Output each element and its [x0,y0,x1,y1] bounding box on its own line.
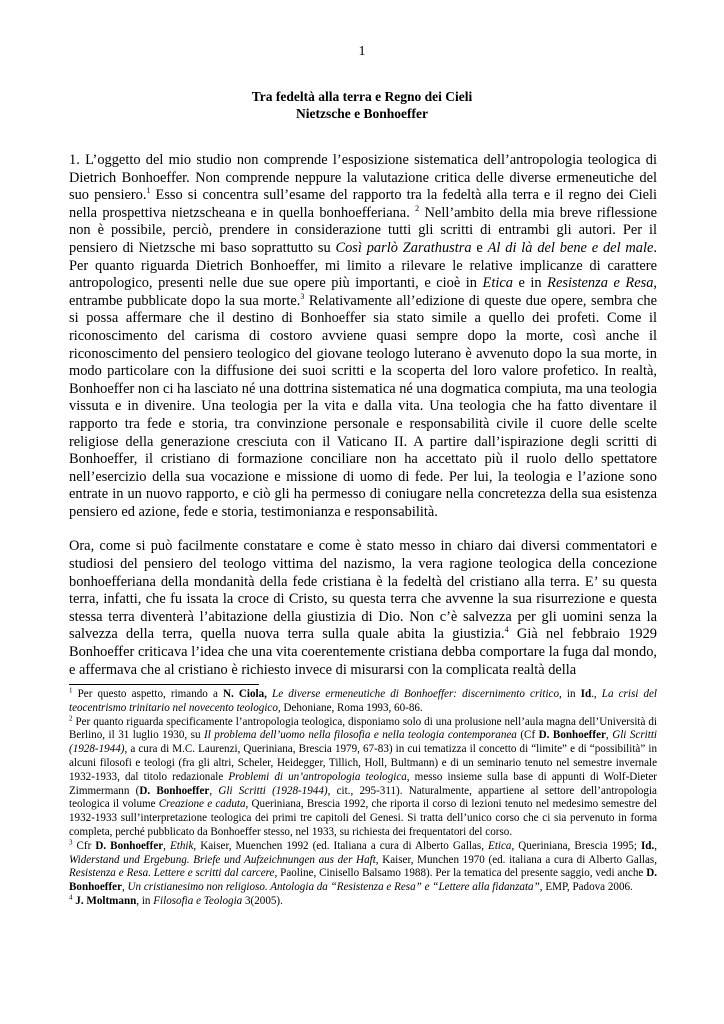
text-run: D. Bonhoeffer [538,729,606,742]
text-run: , [163,839,170,852]
footnote-3 [69,840,657,895]
text-run: 3(2005). [242,894,283,907]
footnote-4 [69,895,657,909]
text-run: , Queriniana, Brescia 1995; [511,839,641,852]
footnote-ref: 4 [504,625,509,635]
text-run: , in [136,894,154,907]
footnotes [69,688,657,909]
text-run: Resistenza e Resa [547,275,654,292]
footnote-ref: 3 [69,838,73,847]
text-run: La crisi del teocentrismo trinitario nel novecento teologico [69,688,658,714]
text-run: Filosofia e Teologia [153,894,243,907]
text-run: (Cf [516,729,539,742]
text-run: 1. L’oggetto del mio studio non comprende l’esposizione sistematica dell’antropologia teologica di Dietrich Bonhoeffer. Non comprende neppure la valutazione critica delle diverse ermeneutiche del suo pensiero. [69,152,657,204]
text-run: D. Bonhoeffer [95,839,164,852]
text-run: Nell’ambito della mia breve riflessione non è possibile, perciò, prendere in considerazione tutti gli scritti di entrambi gli autori. Per il pensiero di Nietzsche mi baso soprattutto su [69,204,657,256]
text-run: Etica [488,839,512,852]
text-run: messo insieme sulla base di appunti di Wolf-Dieter Zimmermann ( [69,770,657,797]
footnote-ref: 1 [146,186,151,196]
text-run: Widerstand und Ergebung. Briefe und Aufzeichnungen aus der Haft [69,853,376,866]
footnote-2 [69,713,657,840]
title-block [0,88,724,122]
footnote-ref: 1 [69,686,73,695]
text-run: Un cristianesimo non religioso. Antologia da “Resistenza e Resa” e “Lettere alla fidanzata” [127,881,540,894]
text-run: Gli Scritti (1928-1944) [69,729,657,756]
text-run: Il problema dell’uomo nella filosofia e nella teologia contemporanea [204,729,517,742]
text-run: cit., 295-311). Naturalmente, appartiene al settore dell’antropologia teologica il volume [69,784,657,811]
text-run: , Kaiser, Muenchen 1992 (ed. Italiana a cura di Alberto Gallas, [193,839,489,852]
text-run: Già nel febbraio 1929 Bonhoeffer criticava l’idea che una vita coerentemente cristiana debba comportare la fuga dal mondo, e affermava che al cristiano è richiesto invece di misurarsi con la complicata realtà della [69,626,657,678]
text-run: N. Ciola, [223,688,267,700]
text-run: Al di là del bene e del male [487,239,654,256]
footnote-separator [69,684,259,685]
text-run: D. Bonhoeffer [139,784,210,797]
text-run: D. Bonhoeffer [69,867,657,894]
text-run: Creazione e caduta [158,798,246,811]
text-run: , [209,784,219,797]
text-run: Le diverse ermeneutiche di Bonhoeffer: discernimento critico [272,688,560,700]
text-run: e in [512,275,548,292]
text-run: Problemi di un’antropologia teologica, [228,770,410,783]
text-run: Ora, come si può facilmente constatare e come è stato messo in chiaro dai diversi commentatori e studiosi del pensiero del teologo vittima del nazismo, la vera ragione teologica della concezione bonhoefferiana della mondanità della fede cristiana è la fedeltà del cristiano alla terra. E’ su questa terra, infatti, che fu issata la croce di Cristo, su questa terra che avvenne la sua risurrezione e questa stessa terra diventerà l’abitazione della giustizia di Dio. Non c’è salvezza per gli uomini senza la salvezza della terra, quella nuova terra sulla quale abita la giustizia. [69,538,657,643]
text-run: ., [591,688,602,700]
footnote-1 [69,688,657,716]
text-run: , [122,881,128,894]
text-run: , EMP, Padova 2006. [539,881,633,894]
text-run: Resistenza e Resa. Lettere e scritti dal carcere, [69,867,278,880]
text-run: Esso si concentra sull’esame del rapporto tra la fedeltà alla terra e il regno dei Cieli nella prospettiva nietzscheana e in quella bonhoefferiana. [69,187,657,221]
footnote-ref: 4 [69,893,73,902]
text-run: , entrambe pubblicate dopo la sua morte. [69,275,658,309]
page-number: 1 [358,44,366,59]
text-run: , Queriniana, Brescia 1992, che riporta il corso di lezioni tenuto nel medesimo semestre del 1932-1933 sull’interpretazione teologica dei primi tre capitoli del Genesi. Si tratta dell’unico corso che ci sia pervenuto in forma completa, perché pubblicato da Bonhoeffer stesso, nel 1933, su richiesta dei frequentatori del corso. [69,798,657,838]
paragraph-1 [69,152,657,521]
text-run: Id. [640,839,655,852]
text-run: Per questo aspetto, rimando a [72,688,223,700]
text-run: . Per quanto riguarda Dietrich Bonhoeffer, mi limito a rilevare le relative implicanze di carattere antropologico, presenti nelle due sue opere più importanti, e cioè in [69,239,657,292]
footnote-ref: 3 [300,291,305,301]
text-run: Così parlò Zarathustra [335,239,472,256]
document-title: Tra fedeltà alla terra e Regno dei Cieli [251,89,473,104]
text-run: , Kaiser, Munchen 1970 (ed. italiana a cura di Alberto Gallas, [375,853,657,866]
text-run: Paoline, Cinisello Balsamo 1988). Per la tematica del presente saggio, vedi anche [277,867,647,880]
footnote-ref: 2 [415,203,420,213]
text-run: , [654,839,657,852]
text-run: Per quanto riguarda specificamente l’antropologia teologica, disponiamo solo di una prolusione nell’aula magna dell’Università di Berlino, il 31 luglio 1930, su [69,715,657,742]
text-run: , [605,729,613,742]
text-run: e [471,239,488,256]
body-text [69,152,657,679]
text-run: Cfr [72,839,96,852]
footnote-ref: 2 [69,713,73,722]
text-run: , in [559,688,581,700]
text-run: Gli Scritti (1928-1944), [218,784,331,797]
text-run: J. Moltmann [75,894,137,907]
text-run: Etica [482,275,513,292]
paragraph-2 [69,538,657,679]
text-run: Ethik [169,839,194,852]
document-subtitle: Nietzsche e Bonhoeffer [296,106,428,121]
text-run: Relativamente all’edizione di queste due opere, sembra che si possa affermare che il destino di Bonhoeffer sia stato simile a quello dei profeti. Come il riconoscimento del carisma di costoro avviene quasi sempre dopo la morte, così anche il riconoscimento del pensiero teologico del giovane teologo luterano è avvenuto dopo la sua morte, in modo particolare con la diffusione dei suoi scritti e la scoperta del loro valore profetico. In realtà, Bonhoeffer non ci ha lasciato né una dottrina sistematica né una dogmatica compiuta, ma una teologia vissuta e in divenire. Una teologia per la vita e dalla vita. Una teologia che ha fatto diventare il rapporto tra fede e storia, tra convinzione personale e responsabilità civile il cuore delle scelte religiose della generazione cresciuta con il Vaticano II. A partire dall’ispirazione degli scritti di Bonhoeffer, il cristiano di formazione conciliare non ha accettato più il ruolo dello spettatore nell’esercizio della sua vocazione e missione di uomo di fede. Per lui, la teologia e l’azione sono entrate in un nuovo rapporto, e ciò gli ha permesso di coniugare nella concretezza della sua esistenza pensiero ed azione, fede e storia, testimonianza e responsabilità. [69,292,657,520]
text-run: , Dehoniane, Roma 1993, 60-86. [277,701,423,714]
text-run: , a cura di M.C. Laurenzi, Queriniana, Brescia 1979, 67-83) in cui tematizza il concetto di “limite” e di “possibilità” in alcuni filosofi e teologi (fra gli altri, Scheler, Heidegger, Tillich, Holl, Bultmann) e di un seminario tenuto nel semestre invernale 1932-1933, dal titolo redazionale [69,743,657,783]
text-run: Id [580,688,592,700]
